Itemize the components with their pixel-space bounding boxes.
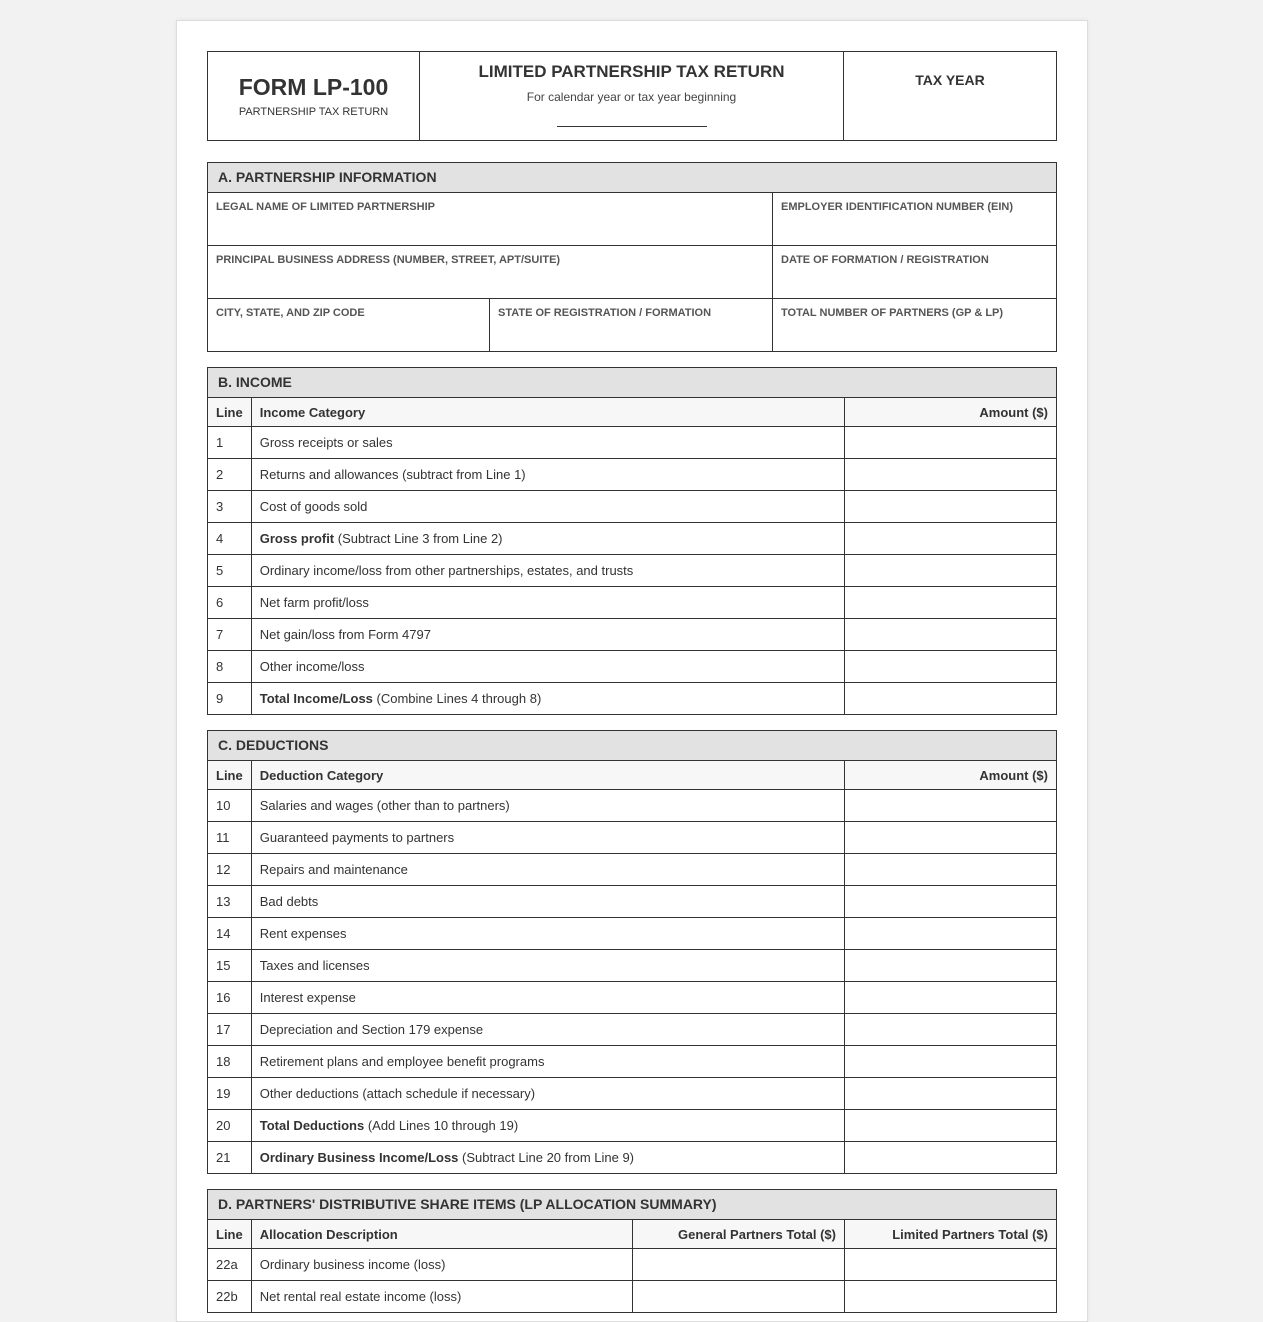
title-box — [420, 52, 844, 140]
section-partnership-info — [207, 162, 1057, 352]
line-number: 21 — [208, 1142, 251, 1174]
ein-label: EMPLOYER IDENTIFICATION NUMBER (EIN) — [781, 201, 1014, 213]
table-row — [208, 1046, 1056, 1078]
deductions-table — [208, 761, 1056, 1173]
line-description-text: Net farm profit/loss — [259, 595, 369, 610]
line-description-text: Cost of goods sold — [259, 499, 368, 514]
line-description-text: Depreciation and Section 179 expense — [259, 1022, 484, 1037]
table-row — [208, 982, 1056, 1014]
line-description — [251, 1110, 844, 1142]
line-number: 1 — [208, 427, 251, 459]
allocation-table — [208, 1220, 1056, 1312]
line-number: 12 — [208, 854, 251, 886]
amount-field[interactable] — [845, 491, 1057, 523]
line-description — [251, 523, 844, 555]
line-description — [251, 822, 844, 854]
table-row — [208, 1142, 1056, 1174]
formation-date-label: DATE OF FORMATION / REGISTRATION — [781, 254, 989, 266]
table-row — [208, 1014, 1056, 1046]
line-number: 18 — [208, 1046, 251, 1078]
table-row — [208, 790, 1056, 822]
col-line: Line — [208, 398, 251, 427]
line-number: 2 — [208, 459, 251, 491]
line-description-text: (Combine Lines 4 through 8) — [372, 691, 542, 706]
line-number: 10 — [208, 790, 251, 822]
line-description — [251, 918, 844, 950]
col-category: Income Category — [251, 398, 844, 427]
line-description-text: Taxes and licenses — [259, 958, 370, 973]
table-row — [208, 427, 1056, 459]
line-description — [251, 651, 844, 683]
line-description — [251, 886, 844, 918]
tax-year-box[interactable] — [844, 52, 1056, 140]
line-description-text: Repairs and maintenance — [259, 862, 408, 877]
line-description: Ordinary business income (loss) — [251, 1249, 632, 1281]
address-label: PRINCIPAL BUSINESS ADDRESS (NUMBER, STREET, APT/SUITE) — [216, 254, 561, 266]
section-deductions — [207, 730, 1057, 1174]
table-row — [208, 459, 1056, 491]
section-a-title: A. PARTNERSHIP INFORMATION — [208, 163, 1056, 193]
line-description — [251, 491, 844, 523]
amount-field[interactable] — [845, 683, 1057, 715]
table-row — [208, 1249, 1056, 1281]
line-description — [251, 459, 844, 491]
state-registration-label: STATE OF REGISTRATION / FORMATION — [498, 307, 712, 319]
table-row — [208, 491, 1056, 523]
amount-field[interactable] — [845, 523, 1057, 555]
line-number: 4 — [208, 523, 251, 555]
section-c-title: C. DEDUCTIONS — [208, 731, 1056, 761]
line-description — [251, 1046, 844, 1078]
line-description-text: Net gain/loss from Form 4797 — [259, 627, 431, 642]
tax-year-label: TAX YEAR — [915, 72, 985, 88]
line-number: 5 — [208, 555, 251, 587]
line-description-bold: Gross profit — [259, 531, 335, 546]
city-field[interactable] — [208, 299, 490, 351]
table-row — [208, 822, 1056, 854]
col-description: Allocation Description — [251, 1220, 632, 1249]
form-title: LIMITED PARTNERSHIP TAX RETURN — [478, 62, 785, 81]
line-number: 20 — [208, 1110, 251, 1142]
table-row — [208, 918, 1056, 950]
general-partners-amount-field[interactable] — [633, 1249, 845, 1281]
amount-field[interactable] — [845, 982, 1057, 1014]
amount-field[interactable] — [845, 651, 1057, 683]
amount-field[interactable] — [845, 587, 1057, 619]
legal-name-label: LEGAL NAME OF LIMITED PARTNERSHIP — [216, 201, 435, 213]
line-description-text: Other income/loss — [259, 659, 365, 674]
line-description-bold: Total Deductions — [259, 1118, 365, 1133]
line-number: 15 — [208, 950, 251, 982]
table-row — [208, 683, 1056, 715]
line-description-text: Gross receipts or sales — [259, 435, 393, 450]
table-row — [208, 950, 1056, 982]
table-row — [208, 886, 1056, 918]
line-number: 6 — [208, 587, 251, 619]
info-row-3 — [208, 299, 1056, 351]
form-title-sub: For calendar year or tax year beginning — [526, 90, 737, 104]
amount-field[interactable] — [845, 886, 1057, 918]
line-description — [251, 982, 844, 1014]
limited-partners-amount-field[interactable] — [845, 1249, 1057, 1281]
form-number: FORM LP-100 — [238, 74, 389, 100]
section-b-title: B. INCOME — [208, 368, 1056, 398]
line-number: 16 — [208, 982, 251, 1014]
table-row — [208, 1110, 1056, 1142]
line-description — [251, 1142, 844, 1174]
line-description — [251, 1078, 844, 1110]
line-description — [251, 555, 844, 587]
amount-field[interactable] — [845, 1046, 1057, 1078]
line-description — [251, 683, 844, 715]
col-general-partners: General Partners Total ($) — [633, 1220, 845, 1249]
table-row — [208, 587, 1056, 619]
general-partners-amount-field[interactable] — [633, 1281, 845, 1313]
line-description-text: Guaranteed payments to partners — [259, 830, 455, 845]
line-description-text: Retirement plans and employee benefit programs — [259, 1054, 545, 1069]
line-number: 7 — [208, 619, 251, 651]
amount-field[interactable] — [845, 459, 1057, 491]
formation-date-field[interactable] — [773, 246, 1056, 298]
col-limited-partners: Limited Partners Total ($) — [845, 1220, 1057, 1249]
line-description-text: (Subtract Line 3 from Line 2) — [334, 531, 503, 546]
line-description — [251, 619, 844, 651]
state-registration-field[interactable] — [490, 299, 773, 351]
line-number: 17 — [208, 1014, 251, 1046]
table-row — [208, 1281, 1056, 1313]
col-amount: Amount ($) — [845, 761, 1057, 790]
line-description-text: Salaries and wages (other than to partners) — [259, 798, 510, 813]
line-description-bold: Total Income/Loss — [259, 691, 373, 706]
tax-year-begin-field[interactable] — [557, 126, 707, 127]
table-row — [208, 651, 1056, 683]
line-description: Net rental real estate income (loss) — [251, 1281, 632, 1313]
line-description — [251, 854, 844, 886]
section-d-title: D. PARTNERS' DISTRIBUTIVE SHARE ITEMS (LP ALLOCATION SUMMARY) — [208, 1190, 1056, 1220]
section-distributive-share — [207, 1189, 1057, 1313]
amount-field[interactable] — [845, 1110, 1057, 1142]
line-description-text: Other deductions (attach schedule if necessary) — [259, 1086, 536, 1101]
table-row — [208, 619, 1056, 651]
table-row — [208, 555, 1056, 587]
line-description — [251, 950, 844, 982]
form-header — [207, 51, 1057, 141]
info-row-2 — [208, 246, 1056, 299]
line-number: 9 — [208, 683, 251, 715]
amount-field[interactable] — [845, 822, 1057, 854]
line-number: 19 — [208, 1078, 251, 1110]
line-number: 22a — [208, 1249, 251, 1281]
amount-field[interactable] — [845, 950, 1057, 982]
table-row — [208, 523, 1056, 555]
city-label: CITY, STATE, AND ZIP CODE — [216, 307, 365, 319]
partners-count-field[interactable] — [773, 299, 1056, 351]
line-description-text: Bad debts — [259, 894, 319, 909]
line-description-text: Interest expense — [259, 990, 356, 1005]
table-row — [208, 854, 1056, 886]
line-number: 11 — [208, 822, 251, 854]
amount-field[interactable] — [845, 427, 1057, 459]
form-id-box — [208, 52, 420, 140]
section-income — [207, 367, 1057, 715]
col-category: Deduction Category — [251, 761, 844, 790]
line-description — [251, 427, 844, 459]
amount-field[interactable] — [845, 1142, 1057, 1174]
line-description-text: Returns and allowances (subtract from Line 1) — [259, 467, 526, 482]
form-subtitle: PARTNERSHIP TAX RETURN — [238, 106, 389, 118]
amount-field[interactable] — [845, 790, 1057, 822]
line-description — [251, 587, 844, 619]
line-description-text: (Subtract Line 20 from Line 9) — [458, 1150, 635, 1165]
form-page — [176, 20, 1088, 1322]
line-description-text: Rent expenses — [259, 926, 347, 941]
col-line: Line — [208, 761, 251, 790]
ein-field[interactable] — [773, 193, 1056, 245]
line-number: 22b — [208, 1281, 251, 1313]
line-description-text: (Add Lines 10 through 19) — [364, 1118, 519, 1133]
line-number: 13 — [208, 886, 251, 918]
line-number: 8 — [208, 651, 251, 683]
partners-count-label: TOTAL NUMBER OF PARTNERS (GP & LP) — [781, 307, 1004, 319]
amount-field[interactable] — [845, 1078, 1057, 1110]
amount-field[interactable] — [845, 555, 1057, 587]
amount-field[interactable] — [845, 918, 1057, 950]
line-description-text: Ordinary income/loss from other partnerships, estates, and trusts — [259, 563, 634, 578]
line-number: 3 — [208, 491, 251, 523]
amount-field[interactable] — [845, 619, 1057, 651]
line-description-bold: Ordinary Business Income/Loss — [259, 1150, 459, 1165]
income-table — [208, 398, 1056, 714]
amount-field[interactable] — [845, 854, 1057, 886]
info-row-1 — [208, 193, 1056, 246]
legal-name-field[interactable] — [208, 193, 773, 245]
line-number: 14 — [208, 918, 251, 950]
line-description — [251, 790, 844, 822]
limited-partners-amount-field[interactable] — [845, 1281, 1057, 1313]
col-line: Line — [208, 1220, 251, 1249]
col-amount: Amount ($) — [845, 398, 1057, 427]
table-row — [208, 1078, 1056, 1110]
amount-field[interactable] — [845, 1014, 1057, 1046]
address-field[interactable] — [208, 246, 773, 298]
line-description — [251, 1014, 844, 1046]
